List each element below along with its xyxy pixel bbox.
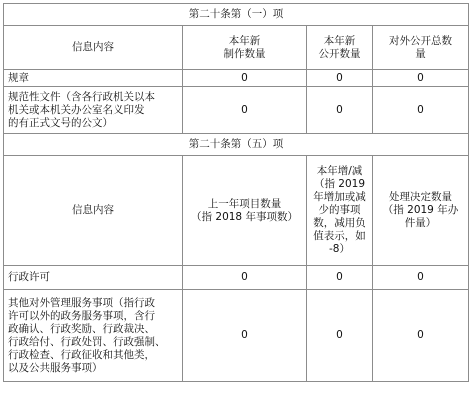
table-row bbox=[4, 87, 469, 134]
cell-value: 0 bbox=[307, 87, 373, 134]
disclosure-table bbox=[3, 3, 469, 382]
cell-value: 0 bbox=[183, 290, 307, 382]
section2-title: 第二十条第（五）项 bbox=[4, 134, 469, 156]
cell-value: 0 bbox=[307, 266, 373, 290]
row-label: 规章 bbox=[4, 70, 183, 87]
cell-value: 0 bbox=[373, 87, 469, 134]
cell-value: 0 bbox=[307, 290, 373, 382]
column-header-row bbox=[4, 156, 469, 266]
table-row bbox=[4, 70, 469, 87]
cell-value: 0 bbox=[373, 290, 469, 382]
cell-value: 0 bbox=[307, 70, 373, 87]
section1-title: 第二十条第（一）项 bbox=[4, 4, 469, 26]
section-header-row bbox=[4, 134, 469, 156]
cell-value: 0 bbox=[373, 70, 469, 87]
header-new-produced: 本年新 制作数量 bbox=[183, 26, 307, 70]
header-year-change: 本年增/减 （指 2019 年增加或减 少的事项 数，减用负 值表示，如 -8） bbox=[307, 156, 373, 266]
header-info-content: 信息内容 bbox=[4, 26, 183, 70]
cell-value: 0 bbox=[373, 266, 469, 290]
row-label: 规范性文件（含各行政机关以本 机关或本机关办公室名义印发 的有正式文号的公文） bbox=[4, 87, 183, 134]
cell-value: 0 bbox=[183, 70, 307, 87]
cell-value: 0 bbox=[183, 266, 307, 290]
header-decision-count: 处理决定数量 （指 2019 年办 件量） bbox=[373, 156, 469, 266]
header-new-published: 本年新 公开数量 bbox=[307, 26, 373, 70]
table-row bbox=[4, 290, 469, 382]
column-header-row bbox=[4, 26, 469, 70]
section-header-row bbox=[4, 4, 469, 26]
cell-value: 0 bbox=[183, 87, 307, 134]
header-previous-year-count: 上一年项目数量 （指 2018 年事项数） bbox=[183, 156, 307, 266]
header-info-content: 信息内容 bbox=[4, 156, 183, 266]
table-row bbox=[4, 266, 469, 290]
header-total-published: 对外公开总数 量 bbox=[373, 26, 469, 70]
row-label: 行政许可 bbox=[4, 266, 183, 290]
row-label: 其他对外管理服务事项（指行政 许可以外的政务服务事项，含行 政确认、行政奖励、行政裁决、 行政给付、行政处罚、行政强制、 行政检查、行政征收和其他类， 以及公共服务事项） bbox=[4, 290, 183, 382]
